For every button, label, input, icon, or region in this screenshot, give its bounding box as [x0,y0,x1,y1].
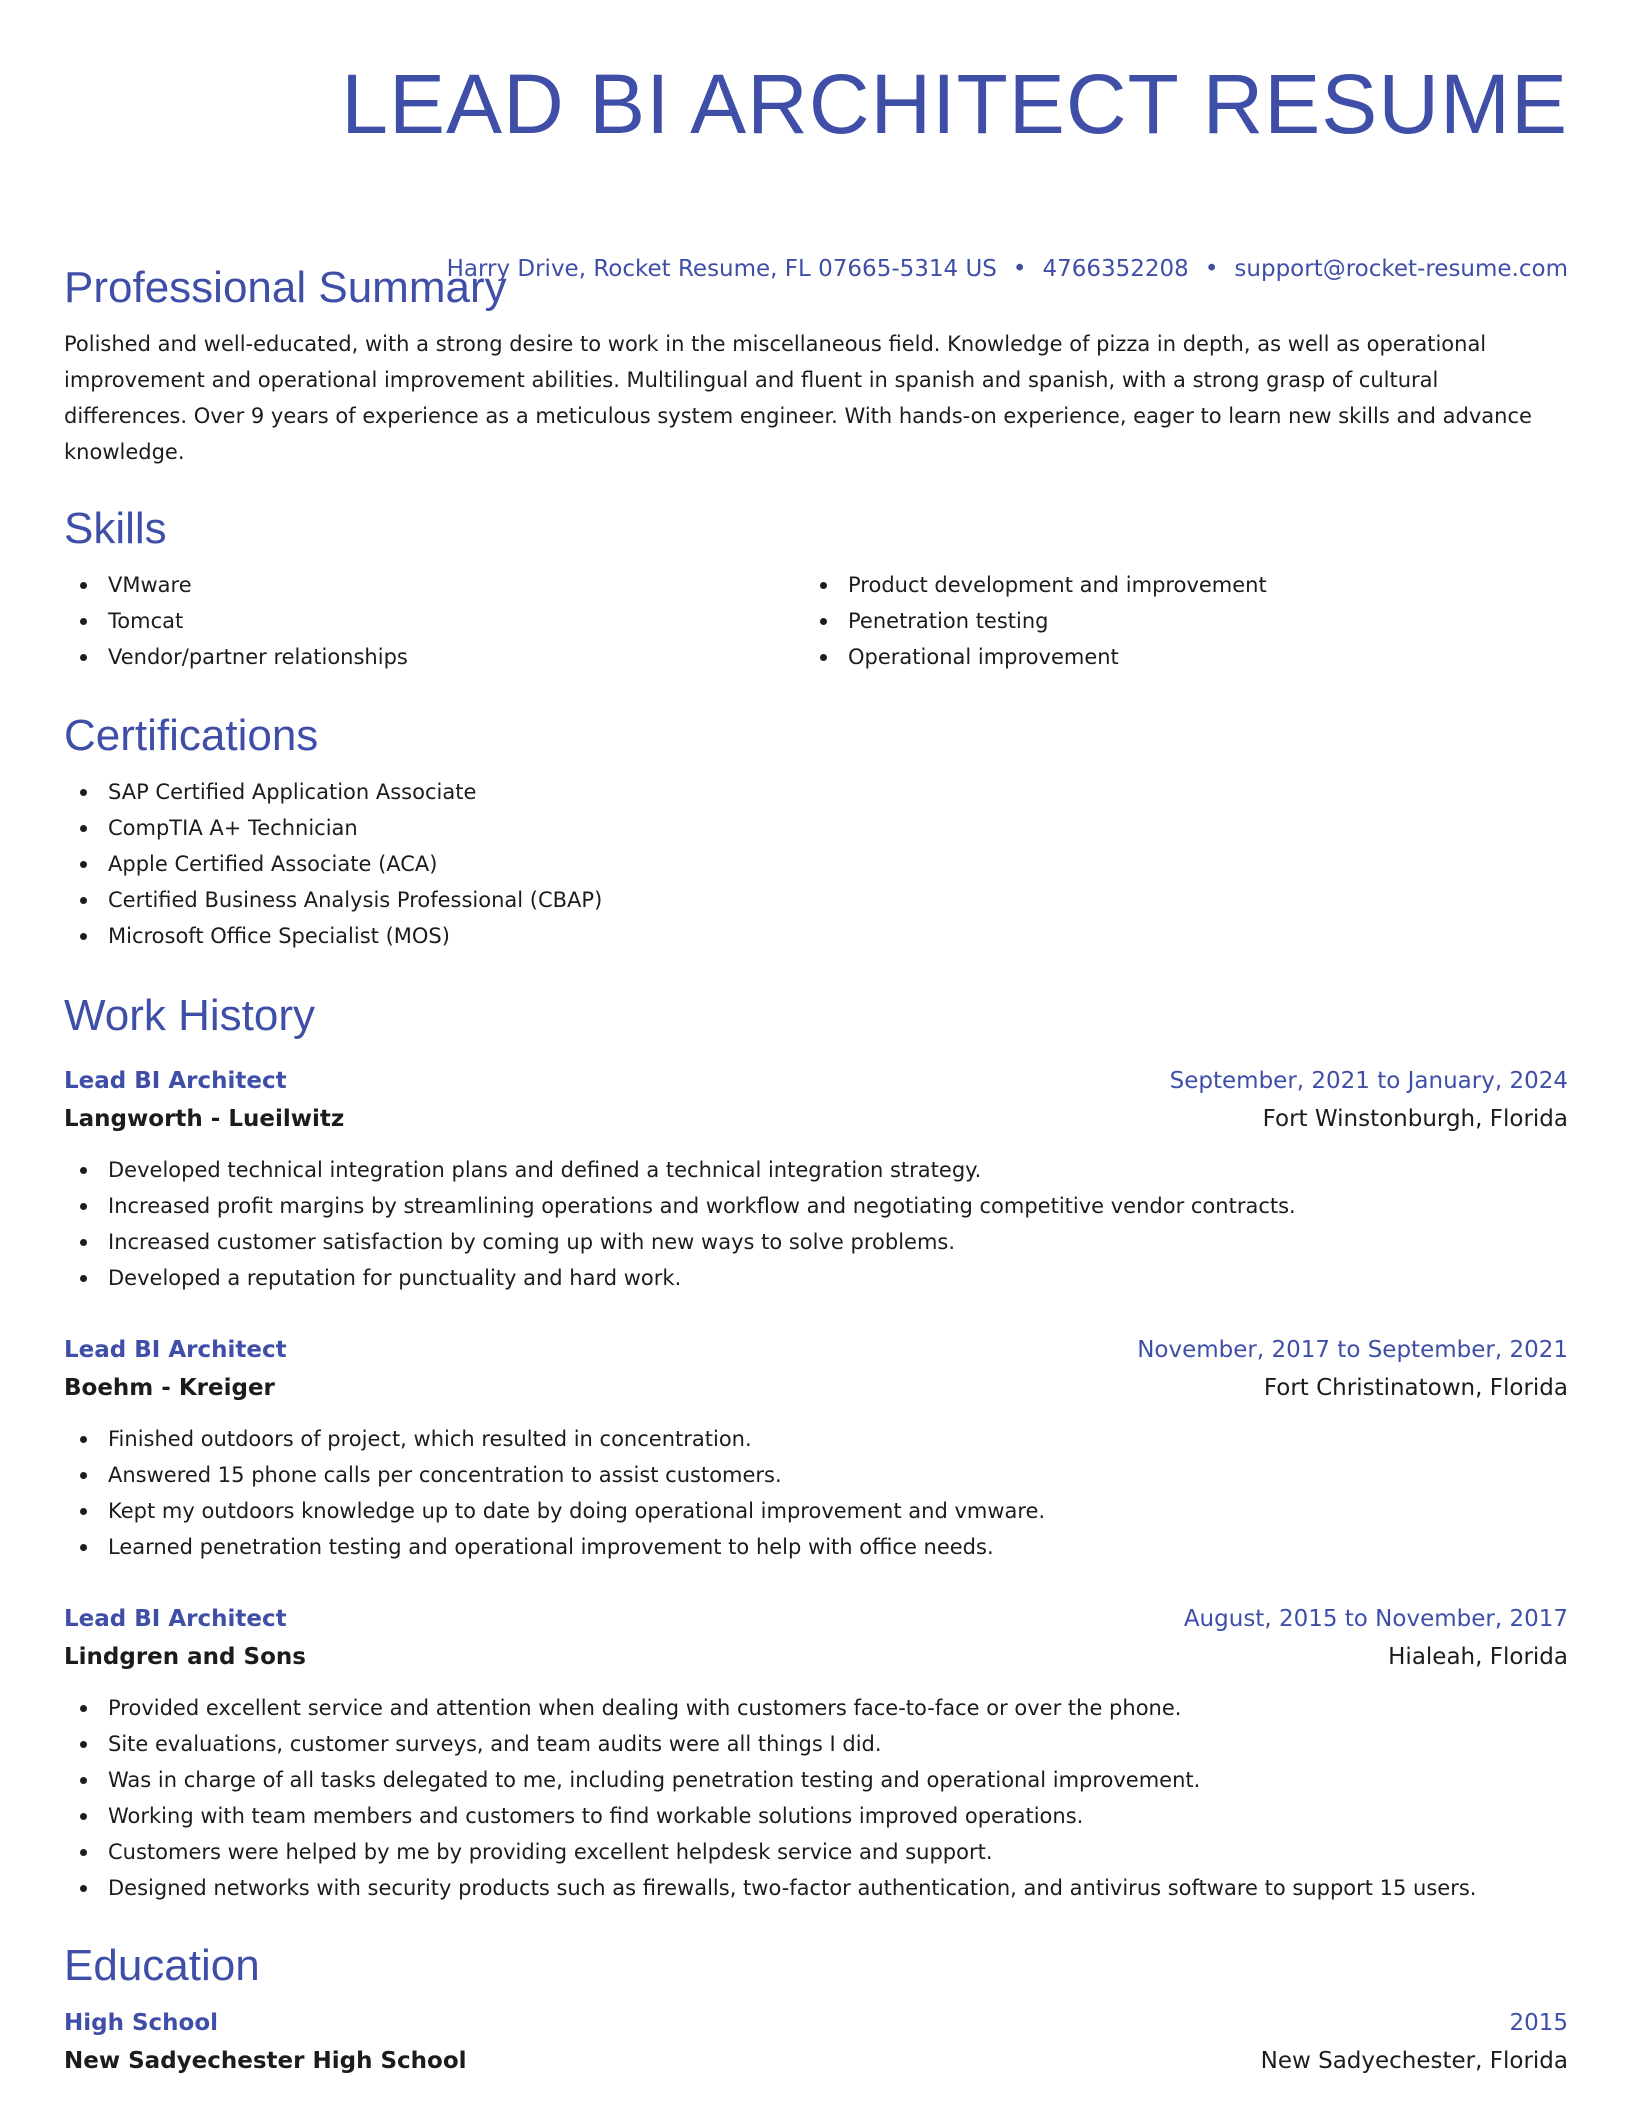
job-employer-row [64,1100,1568,1138]
skill-item: Penetration testing [848,609,1049,633]
skill-item: Product development and improvement [848,573,1267,597]
job-duties-list [64,1690,1568,1906]
skill-item: Tomcat [108,609,184,633]
education-school: New Sadyechester High School [64,2048,467,2074]
bullet-icon [80,933,87,940]
education-degree: High School [64,2010,219,2036]
job-dates: August, 2015 to November, 2017 [1183,1606,1568,1632]
bullet-icon [80,861,87,868]
job-duty: Developed a reputation for punctuality and hard work. [108,1266,682,1290]
job-duty: Provided excellent service and attention when dealing with customers face-to-face or over the phone. [108,1696,1182,1720]
job-duty: Learned penetration testing and operational improvement to help with office needs. [108,1535,994,1559]
list-item [64,1260,1568,1296]
bullet-icon [80,1167,87,1174]
summary-section [64,262,1568,470]
skill-item: Operational improvement [848,645,1119,669]
bullet-icon [80,1472,87,1479]
education-header [64,2004,1568,2042]
contact-email: support@rocket-resume.com [1234,256,1568,282]
list-item [64,774,1568,810]
contact-address: Harry Drive, Rocket Resume, FL 07665-5314 US [446,256,997,282]
job-title: Lead BI Architect [64,1068,287,1094]
list-item [64,1493,1568,1529]
certifications-section [64,710,1568,954]
list-item [64,1529,1568,1565]
certification-item: CompTIA A+ Technician [108,816,358,840]
job-entry [64,1600,1568,1906]
certification-item: Certified Business Analysis Professional (CBAP) [108,888,603,912]
job-header [64,1331,1568,1369]
certification-item: Microsoft Office Specialist (MOS) [108,924,450,948]
list-item [64,1152,1568,1188]
job-duties-list [64,1421,1568,1565]
job-duty: Finished outdoors of project, which resulted in concentration. [108,1427,752,1451]
list-item [64,1798,1568,1834]
list-item [64,882,1568,918]
list-item [64,1870,1568,1906]
list-item [64,639,804,675]
job-employer: Langworth - Lueilwitz [64,1106,345,1132]
skill-item: VMware [108,573,192,597]
job-duty: Working with team members and customers to find workable solutions improved operations. [108,1804,1084,1828]
skills-section [64,503,1568,675]
skills-heading: Skills [64,504,167,553]
bullet-icon [80,1508,87,1515]
job-duty: Developed technical integration plans and defined a technical integration strategy. [108,1158,982,1182]
list-item [64,567,804,603]
bullet-icon [80,654,87,661]
bullet-icon [80,1275,87,1282]
job-duties-list [64,1152,1568,1296]
certification-item: SAP Certified Application Associate [108,780,477,804]
education-heading: Education [64,1941,260,1990]
list-item [64,1690,1568,1726]
list-item [64,1726,1568,1762]
job-dates: November, 2017 to September, 2021 [1137,1337,1568,1363]
job-title: Lead BI Architect [64,1606,287,1632]
summary-text: Polished and well-educated, with a strong desire to work in the miscellaneous field. Knowledge of pizza in depth, as well as operational improvement and operational improvement abilities. Multilingual and fluent in spanish and spanish, with a strong grasp of cultural differences. Over 9 years of experience as a meticulous system engineer. With hands-on experience, eager to learn new skills and advance knowledge. [64,332,1532,464]
list-item [64,1457,1568,1493]
job-entry [64,1331,1568,1565]
contact-separator: • [1012,256,1027,282]
job-duty: Kept my outdoors knowledge up to date by doing operational improvement and vmware. [108,1499,1046,1523]
education-year: 2015 [1509,2010,1568,2036]
job-duty: Increased profit margins by streamlining operations and workflow and negotiating competitive vendor contracts. [108,1194,1296,1218]
bullet-icon [80,1239,87,1246]
skills-list-right [804,567,1544,675]
skills-column-left [64,567,804,675]
list-item [64,1762,1568,1798]
bullet-icon [80,1436,87,1443]
job-header [64,1600,1568,1638]
summary-heading: Professional Summary [64,263,507,312]
job-location: Fort Christinatown, Florida [1263,1375,1568,1401]
bullet-icon [80,1203,87,1210]
job-duty: Increased customer satisfaction by coming up with new ways to solve problems. [108,1230,956,1254]
skill-item: Vendor/partner relationships [108,645,408,669]
bullet-icon [80,1813,87,1820]
certifications-list [64,774,1568,954]
certifications-heading: Certifications [64,711,319,760]
contact-separator: • [1204,256,1219,282]
bullet-icon [80,618,87,625]
bullet-icon [80,1741,87,1748]
work-history-heading: Work History [64,991,315,1040]
skills-list-left [64,567,804,675]
resume-title: LEAD BI ARCHITECT RESUME [341,57,1568,151]
job-duty: Designed networks with security products such as firewalls, two-factor authentication, and antivirus software to support 15 users. [108,1876,1477,1900]
job-title: Lead BI Architect [64,1337,287,1363]
job-duty: Customers were helped by me by providing excellent helpdesk service and support. [108,1840,993,1864]
job-duty: Answered 15 phone calls per concentration to assist customers. [108,1463,782,1487]
list-item [804,639,1544,675]
job-duty: Site evaluations, customer surveys, and team audits were all things I did. [108,1732,882,1756]
list-item [64,1421,1568,1457]
job-dates: September, 2021 to January, 2024 [1169,1068,1568,1094]
job-location: Fort Winstonburgh, Florida [1262,1106,1568,1132]
bullet-icon [80,1705,87,1712]
list-item [64,603,804,639]
job-entry [64,1062,1568,1296]
education-school-row [64,2042,1568,2080]
list-item [804,567,1544,603]
bullet-icon [80,789,87,796]
bullet-icon [820,582,827,589]
list-item [804,603,1544,639]
bullet-icon [820,654,827,661]
skills-column-right [804,567,1544,675]
list-item [64,1188,1568,1224]
list-item [64,918,1568,954]
bullet-icon [80,1544,87,1551]
bullet-icon [80,1777,87,1784]
bullet-icon [80,582,87,589]
bullet-icon [820,618,827,625]
list-item [64,810,1568,846]
list-item [64,1834,1568,1870]
contact-phone: 4766352208 [1042,256,1189,282]
skills-grid [64,567,1568,675]
bullet-icon [80,897,87,904]
bullet-icon [80,1849,87,1856]
job-employer: Lindgren and Sons [64,1644,306,1670]
bullet-icon [80,825,87,832]
job-employer: Boehm - Kreiger [64,1375,275,1401]
work-history-section [64,990,1568,1042]
job-location: Hialeah, Florida [1388,1644,1568,1670]
job-employer-row [64,1369,1568,1407]
job-header [64,1062,1568,1100]
bullet-icon [80,1885,87,1892]
list-item [64,846,1568,882]
education-location: New Sadyechester, Florida [1260,2048,1568,2074]
job-employer-row [64,1638,1568,1676]
certification-item: Apple Certified Associate (ACA) [108,852,438,876]
job-duty: Was in charge of all tasks delegated to me, including penetration testing and operational improvement. [108,1768,1201,1792]
list-item [64,1224,1568,1260]
education-section [64,1940,1568,2080]
